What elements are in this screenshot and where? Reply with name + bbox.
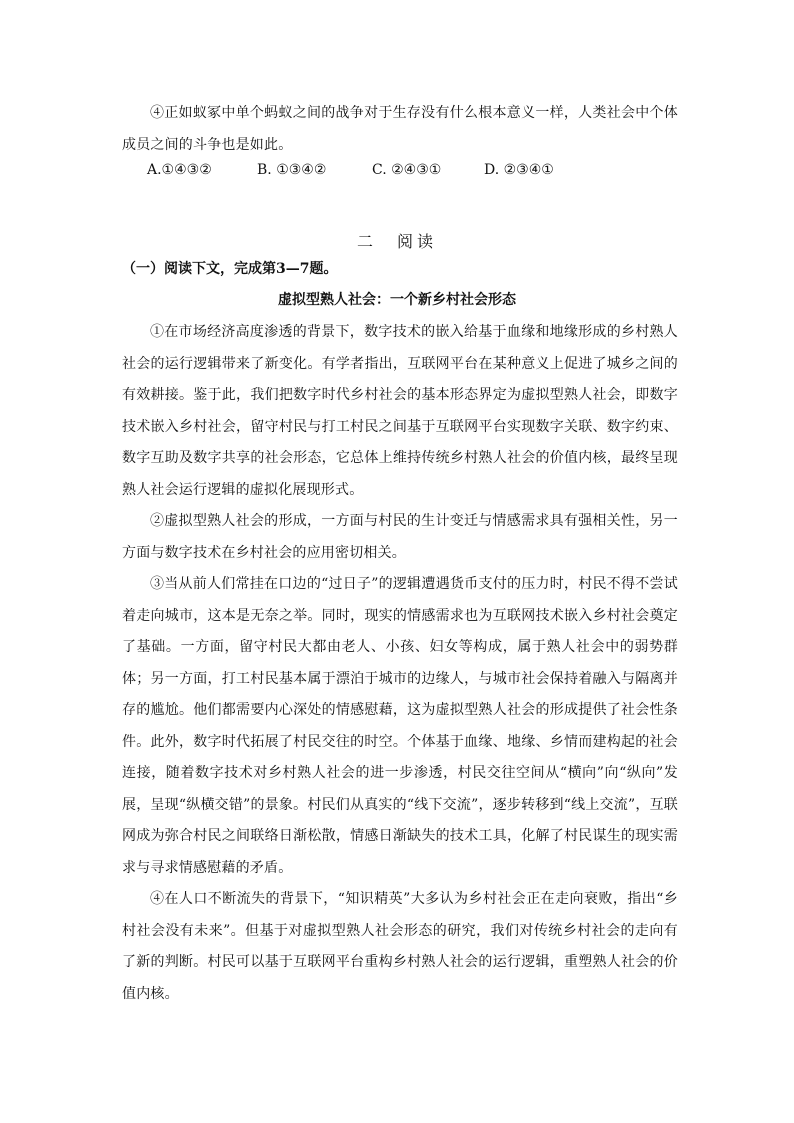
- question-item-4: ④正如蚁冢中单个蚂蚁之间的战争对于生存没有什么根本意义一样，人类社会中个体成员之间的斗争也是如此。: [122, 105, 678, 153]
- article-paragraph-2: ②虚拟型熟人社会的形成，一方面与村民的生计变迁与情感需求具有强相关性，另一方面与数字技术在乡村社会的应用密切相关。: [122, 513, 678, 561]
- article-paragraph-3: ③当从前人们常挂在口边的“过日子”的逻辑遭遇货币支付的压力时，村民不得不尝试着走向城市，这本是无奈之举。同时，现实的情感需求也为互联网技术嵌入乡村社会奠定了基础。一方面，留守村民大都由老人、小孩、妇女等构成，属于熟人社会中的弱势群体；另一方面，打工村民基本属于漂泊于城市的边缘人，与城市社会保持着融入与隔离并存的尴尬。他们都需要内心深处的情感慰藉，这为虚拟型熟人社会的形成提供了社会性条件。此外，数字时代拓展了村民交往的时空。个体基于血缘、地缘、乡情而建构起的社会连接，随着数字技术对乡村熟人社会的进一步渗透，村民交往空间从“横向”向“纵向”发展，呈现“纵横交错”的景象。村民们从真实的“线下交流”，逐步转移到“线上交流”，互联网成为弥合村民之间联络日渐松散，情感日渐缺失的技术工具，化解了村民谋生的现实需求与寻求情感慰藉的矛盾。: [122, 576, 678, 876]
- option-b: B. ①③④②: [257, 162, 327, 178]
- article-paragraph-1: ①在市场经济高度渗透的背景下，数字技术的嵌入给基于血缘和地缘形成的乡村熟人社会的运行逻辑带来了新变化。有学者指出，互联网平台在某种意义上促进了城乡之间的 有效耕接。鉴于此，我们把数字时代乡村社会的基本形态界定为虚拟型熟人社会，即数字 技术嵌入乡村社会，留守村民与打工村民之间基于互联网平台实现数字关联、数字约束、数字互助及数字共享的社会形态，它总体上维持传统乡村熟人社会的价值内核，最终呈现熟人社会运行逻辑的虚拟化展现形式。: [122, 324, 678, 498]
- option-d: D. ②③④①: [484, 162, 554, 178]
- option-c: C. ②④③①: [372, 162, 442, 178]
- reading-intro: （一）阅读下文，完成第3—7题。: [122, 261, 338, 277]
- answer-options: [147, 162, 647, 178]
- article-title: 虚拟型熟人社会：一个新乡村社会形态: [278, 292, 516, 308]
- article-paragraph-4: ④在人口不断流失的背景下，“知识精英”大多认为乡村社会正在走向衰败，指出“乡村社会没有未来”。但基于对虚拟型熟人社会形态的研究，我们对传统乡村社会的走向有了新的判断。村民可以基于互联网平台重构乡村熟人社会的运行逻辑，重塑熟人社会的价值内核。: [122, 891, 678, 1002]
- option-a: A.①④③②: [147, 162, 212, 178]
- section-title: 二 阅读: [356, 232, 437, 251]
